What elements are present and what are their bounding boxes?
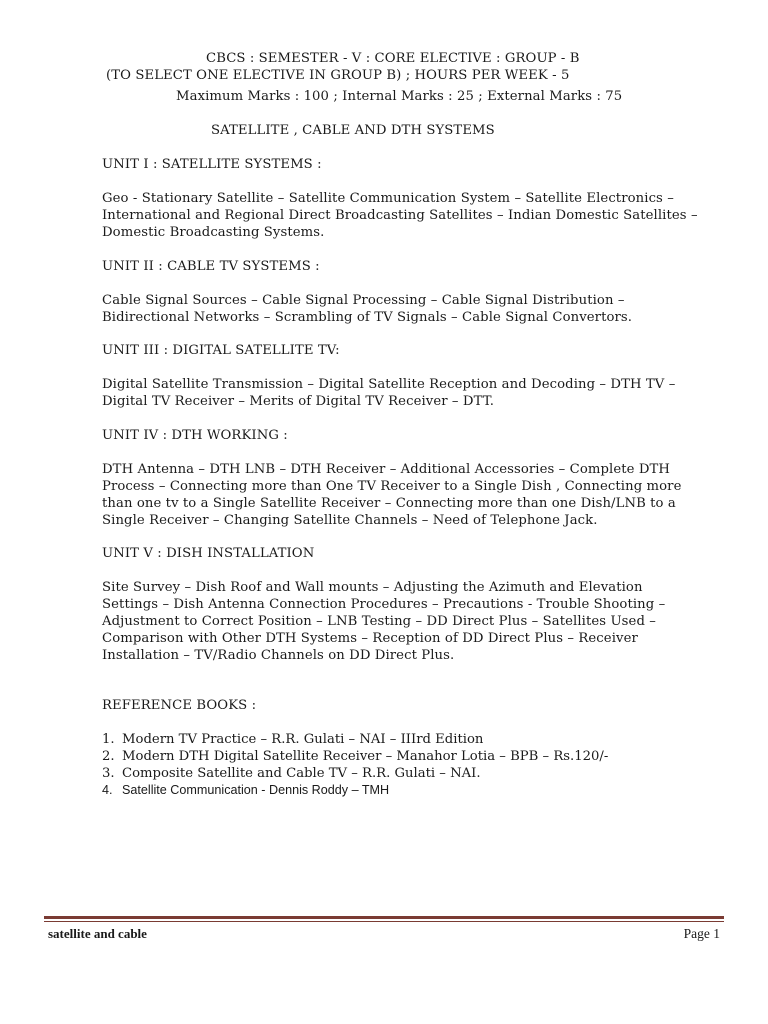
footer-divider [44, 916, 724, 919]
reference-number: 3. [102, 766, 115, 781]
unit-4-body [102, 461, 722, 529]
references-heading: REFERENCE BOOKS : [102, 698, 257, 713]
header-line-2: (TO SELECT ONE ELECTIVE IN GROUP B) ; HOURS PER WEEK - 5 [106, 68, 570, 83]
unit-1-body [102, 190, 722, 241]
reference-number: 2. [102, 749, 115, 764]
unit-4-heading: UNIT IV : DTH WORKING : [102, 428, 288, 443]
unit-4-line: Process – Connecting more than One TV Receiver to a Single Dish , Connecting more [102, 479, 682, 494]
unit-5-line: Settings – Dish Antenna Connection Procedures – Precautions - Trouble Shooting – [102, 597, 666, 612]
header-line-3: Maximum Marks : 100 ; Internal Marks : 25 ; External Marks : 75 [176, 89, 623, 104]
unit-1-line: Domestic Broadcasting Systems. [102, 225, 325, 240]
reference-list [102, 731, 608, 799]
unit-3-body [102, 376, 722, 410]
reference-item [102, 765, 608, 782]
unit-3-line: Digital TV Receiver – Merits of Digital TV Receiver – DTT. [102, 394, 494, 409]
reference-item [102, 731, 608, 748]
unit-4-line: DTH Antenna – DTH LNB – DTH Receiver – Additional Accessories – Complete DTH [102, 462, 671, 477]
unit-5-line: Comparison with Other DTH Systems – Reception of DD Direct Plus – Receiver [102, 631, 638, 646]
footer-title: satellite and cable [48, 926, 147, 941]
reference-item [102, 782, 608, 799]
unit-5-body [102, 579, 722, 664]
course-title: SATELLITE , CABLE AND DTH SYSTEMS [211, 123, 495, 138]
unit-2-line: Bidirectional Networks – Scrambling of TV Signals – Cable Signal Convertors. [102, 310, 633, 325]
footer-divider-thin [44, 921, 724, 922]
page-number: Page 1 [683, 926, 720, 941]
reference-item [102, 748, 608, 765]
reference-number: 1. [102, 732, 115, 747]
unit-2-body [102, 292, 722, 326]
unit-4-line: Single Receiver – Changing Satellite Channels – Need of Telephone Jack. [102, 513, 598, 528]
reference-text: Modern DTH Digital Satellite Receiver – Manahor Lotia – BPB – Rs.120/- [122, 749, 609, 764]
reference-number: 4. [102, 783, 113, 797]
reference-text: Modern TV Practice – R.R. Gulati – NAI – IIIrd Edition [122, 732, 484, 747]
unit-1-line: International and Regional Direct Broadcasting Satellites – Indian Domestic Satellites – [102, 208, 698, 223]
unit-5-line: Adjustment to Correct Position – LNB Testing – DD Direct Plus – Satellites Used – [102, 614, 656, 629]
unit-3-heading: UNIT III : DIGITAL SATELLITE TV: [102, 343, 340, 358]
unit-5-line: Installation – TV/Radio Channels on DD Direct Plus. [102, 648, 455, 663]
unit-5-heading: UNIT V : DISH INSTALLATION [102, 546, 315, 561]
header-line-1: CBCS : SEMESTER - V : CORE ELECTIVE : GROUP - B [206, 51, 580, 66]
unit-1-line: Geo - Stationary Satellite – Satellite Communication System – Satellite Electronics – [102, 191, 674, 206]
unit-1-heading: UNIT I : SATELLITE SYSTEMS : [102, 157, 322, 172]
reference-text: Composite Satellite and Cable TV – R.R. Gulati – NAI. [122, 766, 481, 781]
unit-5-line: Site Survey – Dish Roof and Wall mounts – Adjusting the Azimuth and Elevation [102, 580, 643, 595]
unit-2-heading: UNIT II : CABLE TV SYSTEMS : [102, 259, 320, 274]
reference-text: Satellite Communication - Dennis Roddy – TMH [122, 783, 390, 797]
unit-3-line: Digital Satellite Transmission – Digital Satellite Reception and Decoding – DTH TV – [102, 377, 676, 392]
unit-2-line: Cable Signal Sources – Cable Signal Processing – Cable Signal Distribution – [102, 293, 625, 308]
unit-4-line: than one tv to a Single Satellite Receiver – Connecting more than one Dish/LNB to a [102, 496, 676, 511]
